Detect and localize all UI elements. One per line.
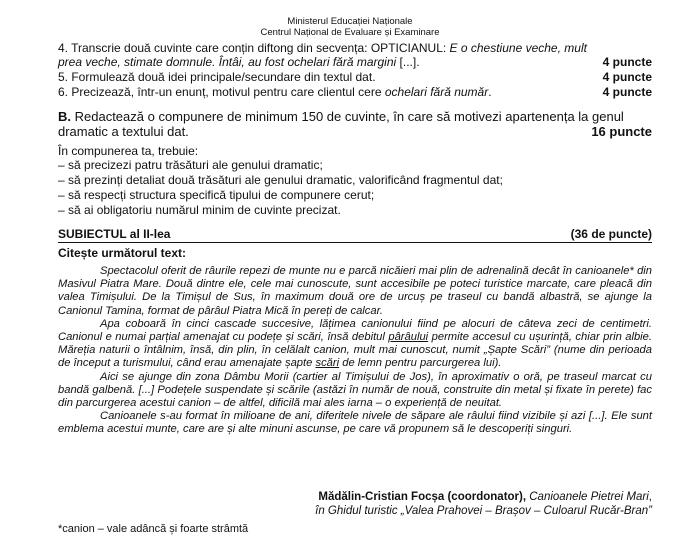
- section-b-points: 16 puncte: [591, 124, 652, 139]
- section-b-line2: dramatic a textului dat. 16 puncte: [58, 124, 652, 139]
- section-b-line1: B. Redactează o compunere de minimum 150 de cuvinte, în care să motivezi apartenența la genul: [58, 109, 624, 124]
- item-4-line1: 4. Transcrie două cuvinte care conțin diftong din secvența: OPTICIANUL: E o chestiune veche, mult: [58, 41, 587, 55]
- item-5-points: 4 puncte: [602, 70, 652, 84]
- section-b-bullet-2: – să prezinți detaliat două trăsături ale genului dramatic, valorificând fragmentul dat;: [58, 173, 503, 187]
- section-divider: [58, 242, 652, 243]
- subject-2-points: (36 de puncte): [570, 227, 652, 241]
- passage-paragraph-4: Canioanele s-au format în milioane de ani, diferitele nivele de săpare ale râului fiind vizibile și azi [...]. Ele sunt emblema acestui munte, care are și alte minuni ascunse, pe care vă propunem să le descoperiți singuri.: [58, 410, 652, 436]
- read-instruction: Citește următorul text:: [58, 246, 187, 260]
- passage-paragraph-1: Spectacolul oferit de râurile repezi de munte nu e parcă nicăieri mai plin de adrenalină decât în canioanele* din Masivul Piatra Mare. Două dintre ele, cele mai cunoscute, sunt accesibile pe poteci turistice marcate, care pleacă din valea Timișului. De la Timișul de Sus, în maximum două ore de urcuș pe traseul cu bandă albastră, se ajunge la Canionul Tamina, format de pârâul Piatra Mică în pereți de calcar.: [58, 265, 652, 317]
- passage-paragraph-3: Aici se ajunge din zona Dâmbu Morii (cartier al Timișului de Jos), în aproximativ o oră, pe traseul marcat cu bandă galbenă. [...] Podețele suspendate și scările (astăzi în număr de nouă, construite din metal și fixate în perete) fac din parcurgerea acestui canion – de altfel, dificilă mai ales iarna – o experiență de neuitat.: [58, 370, 652, 410]
- passage-paragraph-2: Apa coboară în cinci cascade succesive, lățimea canionului fiind pe alocuri de câteva zeci de centimetri. Canionul e numai parțial amenajat cu podețe și scări, însă debitul pârâului permite accesul cu ușurință, chiar prin albie. Măreția naturii o întâlnim, însă, din plin, în celălalt canion, mult mai cunoscut, numit „Șapte Scări” (nume din perioada de început a turismului, când erau amenajate șapte scări de lemn pentru parcurgerea lui).: [58, 317, 652, 370]
- header-center: Centrul Național de Evaluare și Examinare: [260, 27, 440, 38]
- passage: [58, 265, 652, 437]
- item-4-points: 4 puncte: [602, 55, 652, 69]
- subject-2-title: SUBIECTUL al II-lea (36 de puncte): [58, 227, 652, 241]
- source-author-line: Mădălin-Cristian Focșa (coordonator), Canioanele Pietrei Mari,: [318, 491, 652, 503]
- item-4-line2: prea veche, stimate domnule. Întâi, au fost ochelari fără margini [...]. 4 puncte: [58, 55, 652, 69]
- section-b-intro: În compunerea ta, trebuie:: [58, 144, 199, 158]
- source-guide-line: în Ghidul turistic „Valea Prahovei – Brașov – Culoarul Rucăr-Bran”: [315, 505, 652, 517]
- item-6-points: 4 puncte: [602, 85, 652, 99]
- section-b-bullet-3: – să respecți structura specifică tipului de compunere cerut;: [58, 188, 375, 202]
- section-b-bullet-1: – să precizezi patru trăsături ale genului dramatic;: [58, 158, 323, 172]
- header-ministry: Ministerul Educației Naționale: [287, 16, 413, 27]
- section-b-bullet-4: – să ai obligatoriu numărul minim de cuvinte precizat.: [58, 203, 341, 217]
- item-6: 6. Precizează, într-un enunț, motivul pentru care clientul cere ochelari fără număr. 4 puncte: [58, 85, 652, 99]
- item-5: 5. Formulează două idei principale/secundare din textul dat. 4 puncte: [58, 70, 652, 84]
- footnote: *canion – vale adâncă și foarte strâmtă: [58, 523, 249, 535]
